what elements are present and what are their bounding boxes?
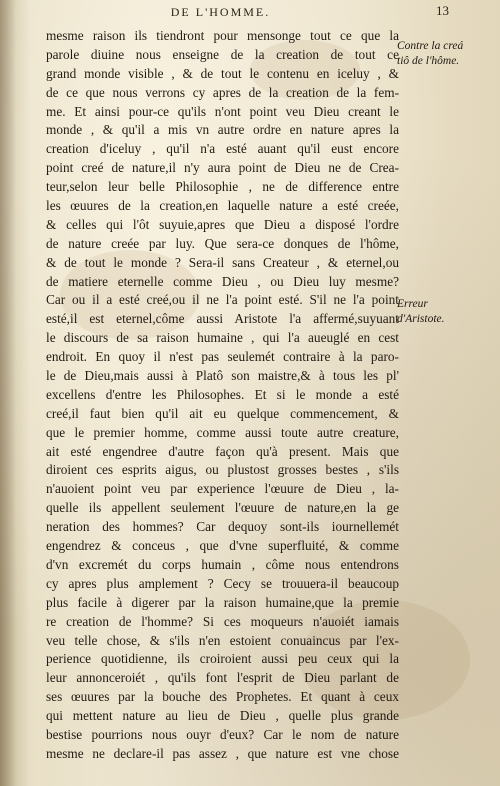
margin-note-line: tiô de l'hôme. xyxy=(397,55,460,67)
margin-note-line: Contre la creá xyxy=(397,40,464,52)
margin-note-line: d'Aristote. xyxy=(397,313,445,325)
text-line: n'auoient point veu par experience l'œuure de Dieu , la- xyxy=(46,481,399,497)
text-line: Car ou il a esté creé,ou il ne l'a point esté. S'il ne l'a point xyxy=(46,292,399,308)
text-line: cy apres plus amplement ? Cecy se trouuera-il beaucoup xyxy=(46,575,399,591)
text-line: grand monde visible , & de tout le contenu en iceluy , & xyxy=(46,65,399,81)
text-line: le discours de sa raison humaine , qui l'a aueuglé en cest xyxy=(46,330,399,346)
text-line: & celles qui l'ôt suyuie,apres que Dieu a disposé l'ordre xyxy=(46,216,399,232)
margin-note-line: Erreur xyxy=(397,298,428,310)
text-line: leur annonceroiét , qu'ils font l'esprit de Dieu parlant de xyxy=(46,670,399,686)
text-line: de nature creée par luy. Que sera-ce donques de l'hôme, xyxy=(46,235,399,251)
text-line: d'vn excremét du corps humain , côme nous entendrons xyxy=(46,556,399,572)
text-line: neration des hommes? Car dequoy sont-ils iournellemét xyxy=(46,519,399,535)
spine-shadow xyxy=(0,0,16,786)
text-line: esté,il est eternel,côme aussi Aristote l'a affermé,suyuant xyxy=(46,311,399,327)
text-line: re creation de l'homme? Si ces moqueurs n'auoiét iamais xyxy=(46,613,399,629)
text-line: parole diuine nous enseigne de la creation de tout ce xyxy=(46,46,399,62)
text-line: veu telle chose, & s'ils n'en estoient conuaincus par l'ex- xyxy=(46,632,399,648)
text-line: engendrez & conceus , que d'vne superfluité, & comme xyxy=(46,538,399,554)
text-line: les œuures de la creation,en laquelle nature a esté creée, xyxy=(46,198,399,214)
text-line: excellens d'entre les Philosophes. Et si le monde a esté xyxy=(46,386,399,402)
text-line: endroit. En quoy il n'est pas seulemét contraire à la paro- xyxy=(46,349,399,365)
text-line: qui mettent nature au lieu de Dieu , quelle plus grande xyxy=(46,708,399,724)
text-line: quelle ils appellent seulement l'œuure de nature,en la ge xyxy=(46,500,399,516)
text-line: perience quotidienne, ils croiroient aussi peu ceux qui la xyxy=(46,651,399,667)
running-title: DE L'HOMME. xyxy=(170,5,271,19)
page-number: 13 xyxy=(436,3,449,18)
text-line: teur,selon leur belle Philosophie , ne de difference entre xyxy=(46,179,399,195)
margin-note-creation xyxy=(397,39,463,69)
text-line: creé,il faut bien qu'il ait eu quelque commencement, & xyxy=(46,405,399,421)
text-line: bestise pourrions nous ouyr d'eux? Car le nom de nature xyxy=(46,726,399,742)
text-line: monde , & qu'il a mis vn autre ordre en nature apres la xyxy=(46,122,399,138)
text-line: de ce que nous verrons cy apres de la creation de la fem- xyxy=(46,84,399,100)
text-line: me. Et ainsi pour-ce qu'ils n'ont point veu Dieu creant le xyxy=(46,103,399,119)
margin-note-aristotle xyxy=(397,297,445,327)
body-text xyxy=(46,27,399,764)
text-line: plus facile à digerer par la raison humaine,que la premie xyxy=(46,594,399,610)
text-line: ait esté engendree d'autre façon qu'à present. Mais que xyxy=(46,443,399,459)
text-line: ses œuures par la bouche des Prophetes. Et quant à ceux xyxy=(46,689,399,705)
text-line: le de Dieu,mais aussi à Platô son maistre,& à tous les pl' xyxy=(46,368,399,384)
text-line: diroient ces esprits aigus, ou plustost grosses bestes , s'ils xyxy=(46,462,399,478)
text-line: mesme ne declare-il pas assez , que nature est vne chose xyxy=(46,745,399,761)
text-line: de matiere eternelle comme Dieu , ou Dieu luy mesme? xyxy=(46,273,399,289)
text-line: point creé de nature,il n'y aura point de Dieu ne de Crea- xyxy=(46,160,399,176)
text-line: mesme raison ils tiendront pour mensonge tout ce que la xyxy=(46,28,399,43)
text-line: creation d'iceluy , qu'il n'a esté auant qu'il eust encore xyxy=(46,141,399,157)
text-line: & de tout le monde ? Sera-il sans Createur , & eternel,ou xyxy=(46,254,399,270)
text-line: que le premier homme, comme aussi toute autre creature, xyxy=(46,424,399,440)
